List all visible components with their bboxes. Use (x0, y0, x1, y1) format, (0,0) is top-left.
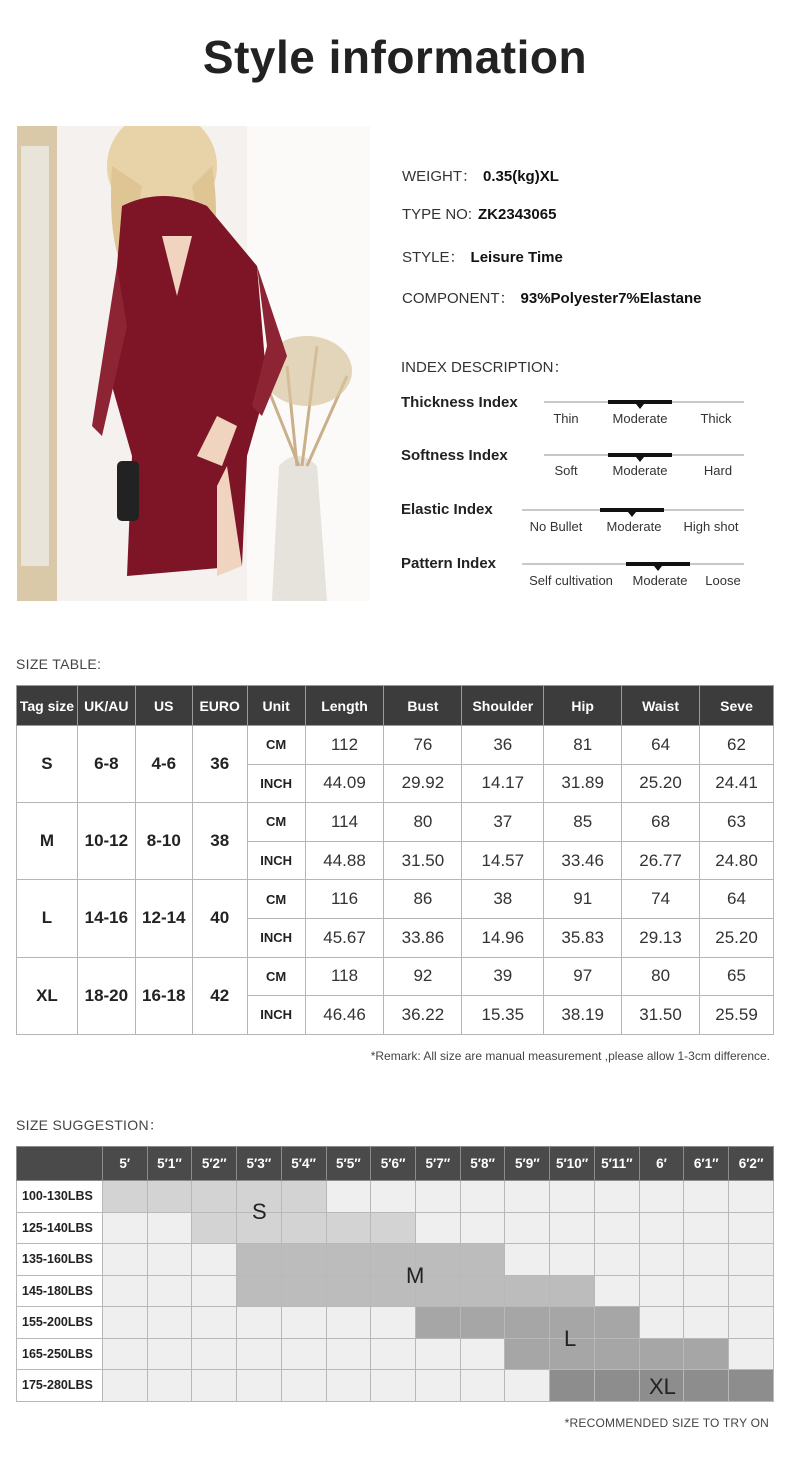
weight-label-cell: 100-130LBS (17, 1181, 103, 1213)
size-grid-cell (102, 1244, 147, 1276)
thickness-index-label: Thickness Index (401, 394, 518, 411)
size-grid-cell (594, 1307, 639, 1339)
length-cell: 44.09 (305, 764, 384, 803)
size-grid-cell (460, 1212, 505, 1244)
hip-cell: 85 (544, 803, 622, 842)
size-grid-cell (550, 1212, 595, 1244)
corner-cell (17, 1147, 103, 1181)
size-grid-cell (415, 1212, 460, 1244)
softness-index-label: Softness Index (401, 447, 508, 464)
size-grid-cell (147, 1275, 192, 1307)
size-grid-cell (729, 1338, 774, 1370)
size-grid-cell (371, 1307, 416, 1339)
size-grid-cell (237, 1338, 282, 1370)
hip-cell: 91 (544, 880, 622, 919)
shoulder-cell: 37 (462, 803, 544, 842)
size-suggestion-footer: *RECOMMENDED SIZE TO TRY ON (564, 1416, 769, 1430)
size-grid-cell (371, 1181, 416, 1213)
softness-low-label: Soft (554, 463, 578, 478)
size-grid-cell (371, 1212, 416, 1244)
bust-cell: 86 (384, 880, 462, 919)
bust-cell: 31.50 (384, 841, 462, 880)
size-grid-cell (326, 1338, 371, 1370)
size-remark: *Remark: All size are manual measurement ,please allow 1-3cm difference. (370, 1049, 770, 1063)
table-row (17, 957, 774, 996)
bust-cell: 80 (384, 803, 462, 842)
hip-cell: 31.89 (544, 764, 622, 803)
size-grid-cell (326, 1370, 371, 1402)
bust-cell: 76 (384, 726, 462, 765)
size-grid-cell (729, 1181, 774, 1213)
softness-mid-label: Moderate (612, 463, 668, 478)
size-grid-cell (729, 1212, 774, 1244)
thickness-index-pointer (636, 404, 644, 409)
waist-cell: 74 (622, 880, 700, 919)
size-grid-cell (594, 1212, 639, 1244)
height-header-cell: 5′10″ (550, 1147, 595, 1181)
uk-au-cell: 14-16 (77, 880, 135, 957)
size-grid-cell (192, 1338, 237, 1370)
pattern-index-label: Pattern Index (401, 555, 497, 572)
shoulder-cell: 38 (462, 880, 544, 919)
size-grid-cell (460, 1244, 505, 1276)
header-cell: Waist (622, 686, 700, 726)
length-cell: 46.46 (305, 996, 384, 1035)
shoulder-cell: 14.17 (462, 764, 544, 803)
zone-label-m: M (406, 1263, 425, 1288)
size-grid-cell (192, 1370, 237, 1402)
size-grid-cell (594, 1338, 639, 1370)
height-header-cell: 5′3″ (237, 1147, 282, 1181)
waist-cell: 25.20 (622, 764, 700, 803)
size-grid-cell (415, 1370, 460, 1402)
header-cell: Tag size (17, 686, 78, 726)
pattern-low-label: Self cultivation (529, 573, 613, 588)
size-grid-cell (326, 1212, 371, 1244)
height-header-cell: 5′2″ (192, 1147, 237, 1181)
sleeve-cell: 25.20 (700, 918, 774, 957)
waist-cell: 68 (622, 803, 700, 842)
size-grid-cell (147, 1370, 192, 1402)
info-type-no: TYPE NO: ZK2343065 (402, 206, 557, 223)
size-grid-cell (684, 1370, 729, 1402)
hip-cell: 81 (544, 726, 622, 765)
size-grid-cell (505, 1370, 550, 1402)
weight-row (17, 1244, 774, 1276)
size-grid-cell (192, 1212, 237, 1244)
zone-label-l: L (564, 1326, 577, 1351)
hip-cell: 33.46 (544, 841, 622, 880)
size-grid-cell (505, 1307, 550, 1339)
size-suggestion-table (16, 1146, 774, 1402)
size-grid-cell (729, 1307, 774, 1339)
size-grid-cell (639, 1181, 684, 1213)
size-grid-cell (550, 1370, 595, 1402)
height-header-cell: 5′7″ (415, 1147, 460, 1181)
us-cell: 12-14 (135, 880, 192, 957)
size-grid-cell (594, 1275, 639, 1307)
hip-cell: 97 (544, 957, 622, 996)
height-header-cell: 5′ (102, 1147, 147, 1181)
tag-size-cell: S (17, 726, 78, 803)
size-grid-cell (102, 1212, 147, 1244)
waist-cell: 31.50 (622, 996, 700, 1035)
header-cell: UK/AU (77, 686, 135, 726)
waist-cell: 26.77 (622, 841, 700, 880)
size-grid-cell (594, 1370, 639, 1402)
header-cell: Shoulder (462, 686, 544, 726)
length-cell: 118 (305, 957, 384, 996)
us-cell: 4-6 (135, 726, 192, 803)
unit-cell: INCH (247, 996, 305, 1035)
length-cell: 45.67 (305, 918, 384, 957)
size-grid-cell (281, 1307, 326, 1339)
weight-label-cell: 155-200LBS (17, 1307, 103, 1339)
height-header-row (17, 1147, 774, 1181)
hip-cell: 38.19 (544, 996, 622, 1035)
header-cell: Length (305, 686, 384, 726)
size-grid-cell (505, 1212, 550, 1244)
tag-size-cell: L (17, 880, 78, 957)
size-grid-cell (281, 1212, 326, 1244)
height-header-cell: 5′5″ (326, 1147, 371, 1181)
unit-cell: INCH (247, 841, 305, 880)
uk-au-cell: 6-8 (77, 726, 135, 803)
size-grid-cell (415, 1307, 460, 1339)
size-grid-cell (281, 1370, 326, 1402)
shoulder-cell: 36 (462, 726, 544, 765)
size-grid-cell (237, 1307, 282, 1339)
size-grid-cell (460, 1338, 505, 1370)
size-grid-cell (102, 1275, 147, 1307)
zone-label-xl: XL (649, 1374, 676, 1399)
size-grid-cell (371, 1370, 416, 1402)
header-cell: Bust (384, 686, 462, 726)
size-grid-cell (684, 1181, 729, 1213)
size-grid-cell (102, 1338, 147, 1370)
size-grid-cell (326, 1181, 371, 1213)
header-cell: Unit (247, 686, 305, 726)
elastic-index-label: Elastic Index (401, 501, 493, 518)
page-title: Style information (202, 31, 588, 83)
size-grid-cell (147, 1338, 192, 1370)
table-row (17, 803, 774, 842)
sleeve-cell: 63 (700, 803, 774, 842)
size-grid-cell (460, 1275, 505, 1307)
unit-cell: CM (247, 880, 305, 919)
size-grid-cell (415, 1181, 460, 1213)
pattern-high-label: Loose (705, 573, 741, 588)
size-grid-cell (281, 1338, 326, 1370)
softness-high-label: Hard (703, 463, 733, 478)
us-cell: 16-18 (135, 957, 192, 1034)
header-cell: Hip (544, 686, 622, 726)
bust-cell: 92 (384, 957, 462, 996)
size-grid-cell (102, 1181, 147, 1213)
size-grid-cell (639, 1275, 684, 1307)
weight-row (17, 1181, 774, 1213)
bust-cell: 36.22 (384, 996, 462, 1035)
size-grid-cell (460, 1370, 505, 1402)
sleeve-cell: 25.59 (700, 996, 774, 1035)
weight-row (17, 1307, 774, 1339)
size-grid-cell (505, 1338, 550, 1370)
hip-cell: 35.83 (544, 918, 622, 957)
size-grid-cell (147, 1212, 192, 1244)
sleeve-cell: 24.80 (700, 841, 774, 880)
thickness-high-label: Thick (700, 411, 732, 426)
zone-label-s: S (252, 1199, 267, 1224)
uk-au-cell: 10-12 (77, 803, 135, 880)
unit-cell: CM (247, 803, 305, 842)
size-grid-cell (192, 1275, 237, 1307)
unit-cell: INCH (247, 918, 305, 957)
tag-size-cell: M (17, 803, 78, 880)
sleeve-cell: 62 (700, 726, 774, 765)
table-row (17, 880, 774, 919)
size-grid-cell (102, 1307, 147, 1339)
size-grid-cell (147, 1307, 192, 1339)
size-grid-cell (684, 1307, 729, 1339)
size-grid-cell (281, 1275, 326, 1307)
size-grid-cell (684, 1338, 729, 1370)
size-grid-cell (550, 1181, 595, 1213)
info-style: STYLE： Leisure Time (402, 249, 563, 266)
weight-row (17, 1275, 774, 1307)
softness-index-pointer (636, 457, 644, 462)
size-grid-cell (639, 1244, 684, 1276)
tag-size-cell: XL (17, 957, 78, 1034)
sleeve-cell: 24.41 (700, 764, 774, 803)
shoulder-cell: 39 (462, 957, 544, 996)
euro-cell: 38 (192, 803, 247, 880)
shoulder-cell: 15.35 (462, 996, 544, 1035)
height-header-cell: 5′6″ (371, 1147, 416, 1181)
size-grid-cell (147, 1244, 192, 1276)
table-row (17, 726, 774, 765)
waist-cell: 80 (622, 957, 700, 996)
size-grid-cell (639, 1338, 684, 1370)
info-component: COMPONENT： 93%Polyester7%Elastane (402, 290, 702, 307)
weight-label-cell: 145-180LBS (17, 1275, 103, 1307)
uk-au-cell: 18-20 (77, 957, 135, 1034)
size-grid-cell (237, 1244, 282, 1276)
size-grid-cell (415, 1338, 460, 1370)
thickness-low-label: Thin (553, 411, 579, 426)
pattern-index-pointer (654, 566, 662, 571)
header-cell: US (135, 686, 192, 726)
size-grid-cell (505, 1275, 550, 1307)
height-header-cell: 6′1″ (684, 1147, 729, 1181)
size-table-label: SIZE TABLE: (16, 656, 102, 672)
size-grid-cell (505, 1181, 550, 1213)
size-grid-cell (594, 1181, 639, 1213)
size-grid-cell (192, 1181, 237, 1213)
size-grid-cell (192, 1307, 237, 1339)
size-grid-cell (684, 1244, 729, 1276)
size-grid-cell (550, 1275, 595, 1307)
size-grid-cell (460, 1181, 505, 1213)
height-header-cell: 6′2″ (729, 1147, 774, 1181)
size-grid-cell (684, 1212, 729, 1244)
elastic-index-pointer (628, 512, 636, 517)
pattern-mid-label: Moderate (632, 573, 688, 588)
euro-cell: 40 (192, 880, 247, 957)
euro-cell: 36 (192, 726, 247, 803)
header-cell: Seve (700, 686, 774, 726)
weight-row (17, 1212, 774, 1244)
size-grid-cell (594, 1244, 639, 1276)
shoulder-cell: 14.96 (462, 918, 544, 957)
height-header-cell: 5′4″ (281, 1147, 326, 1181)
header-cell: EURO (192, 686, 247, 726)
size-grid-cell (326, 1275, 371, 1307)
weight-label-cell: 125-140LBS (17, 1212, 103, 1244)
length-cell: 44.88 (305, 841, 384, 880)
weight-label-cell: 175-280LBS (17, 1370, 103, 1402)
elastic-high-label: High shot (683, 519, 739, 534)
product-photo (17, 126, 370, 601)
size-grid-cell (371, 1338, 416, 1370)
size-grid-cell (326, 1244, 371, 1276)
size-grid-cell (684, 1275, 729, 1307)
size-grid-cell (237, 1275, 282, 1307)
info-weight: WEIGHT： 0.35(kg)XL (402, 168, 559, 185)
thickness-mid-label: Moderate (612, 411, 668, 426)
length-cell: 116 (305, 880, 384, 919)
sleeve-cell: 65 (700, 957, 774, 996)
size-grid-cell (639, 1307, 684, 1339)
height-header-cell: 5′11″ (594, 1147, 639, 1181)
us-cell: 8-10 (135, 803, 192, 880)
size-grid-cell (237, 1370, 282, 1402)
size-grid-cell (550, 1244, 595, 1276)
size-grid-cell (729, 1275, 774, 1307)
height-header-cell: 5′1″ (147, 1147, 192, 1181)
bust-cell: 29.92 (384, 764, 462, 803)
weight-label-cell: 165-250LBS (17, 1338, 103, 1370)
elastic-low-label: No Bullet (529, 519, 583, 534)
length-cell: 114 (305, 803, 384, 842)
size-grid-cell (102, 1370, 147, 1402)
size-grid-cell (505, 1244, 550, 1276)
height-header-cell: 5′9″ (505, 1147, 550, 1181)
waist-cell: 29.13 (622, 918, 700, 957)
index-description-heading: INDEX DESCRIPTION： (401, 359, 569, 376)
unit-cell: CM (247, 726, 305, 765)
size-table-header-row (17, 686, 774, 726)
size-table (16, 685, 774, 1035)
sleeve-cell: 64 (700, 880, 774, 919)
size-suggestion-label: SIZE SUGGESTION： (16, 1117, 164, 1133)
size-grid-cell (281, 1244, 326, 1276)
size-grid-cell (326, 1307, 371, 1339)
weight-label-cell: 135-160LBS (17, 1244, 103, 1276)
euro-cell: 42 (192, 957, 247, 1034)
elastic-mid-label: Moderate (606, 519, 662, 534)
size-grid-cell (729, 1370, 774, 1402)
shoulder-cell: 14.57 (462, 841, 544, 880)
size-grid-cell (460, 1307, 505, 1339)
weight-row (17, 1338, 774, 1370)
length-cell: 112 (305, 726, 384, 765)
size-grid-cell (639, 1212, 684, 1244)
waist-cell: 64 (622, 726, 700, 765)
size-grid-cell (729, 1244, 774, 1276)
height-header-cell: 5′8″ (460, 1147, 505, 1181)
unit-cell: INCH (247, 764, 305, 803)
bust-cell: 33.86 (384, 918, 462, 957)
height-header-cell: 6′ (639, 1147, 684, 1181)
size-grid-cell (192, 1244, 237, 1276)
size-grid-cell (147, 1181, 192, 1213)
unit-cell: CM (247, 957, 305, 996)
size-grid-cell (281, 1181, 326, 1213)
